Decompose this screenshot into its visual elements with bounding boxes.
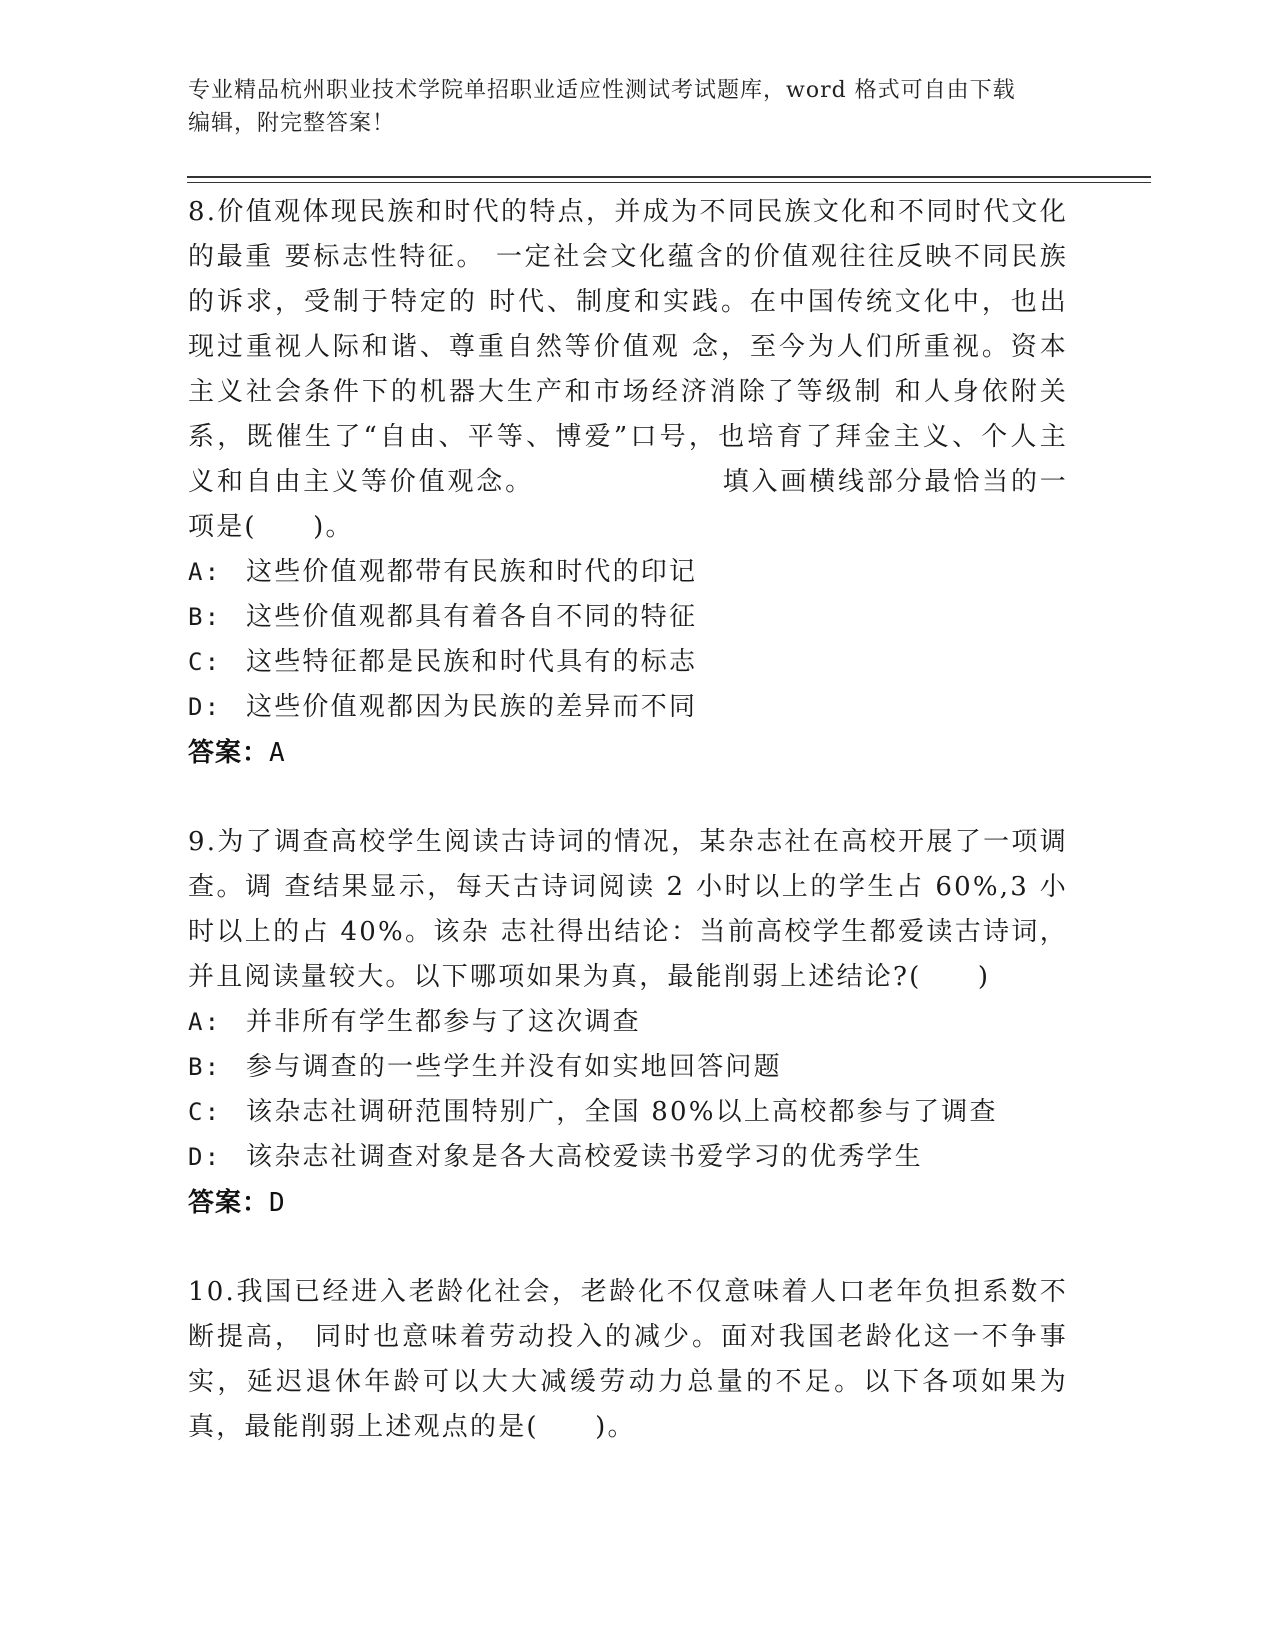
option-list	[188, 1000, 1068, 1180]
option-letter: B:	[188, 1053, 222, 1081]
answer-label: 答案：	[188, 738, 270, 768]
option-text: 参与调查的一些学生并没有如实地回答问题	[246, 1052, 782, 1082]
option-text: 并非所有学生都参与了这次调查	[246, 1007, 641, 1037]
header-line-2: 编辑，附完整答案！	[188, 111, 396, 136]
document-header	[188, 74, 1068, 140]
question-text: 8.价值观体现民族和时代的特点，并成为不同民族文化和不同时代文化的最重 要标志性特征。 一定社会文化蕴含的价值观往往反映不同民族的诉求，受制于特定的 时代、制度和实践。在中国传统文化中，也出现过重视人际和谐、尊重自然等价值观 念，至今为人们所重视。资本主义社会条件下的机器大生产和市场经济消除了等级制 和人身依附关系，既催生了“自由、平等、博爱”口号，也培育了拜金主义、个人主 义和自由主义等价值观念。 填入画横线部分最恰当的一项是( )。	[188, 197, 1068, 542]
question-text: 10.我国已经进入老龄化社会，老龄化不仅意味着人口老年负担系数不断提高， 同时也意味着劳动投入的减少。面对我国老龄化这一不争事实，延迟退休年龄可以大大减缓劳动力总量的不足。以下各项如果为真，最能削弱上述观点的是( )。	[188, 1277, 1068, 1442]
answer-line	[188, 1180, 1068, 1226]
option-letter: C:	[188, 648, 222, 676]
option-a	[188, 1000, 1068, 1045]
header-divider-thick	[187, 176, 1151, 178]
question-text: 9.为了调查高校学生阅读古诗词的情况，某杂志社在高校开展了一项调查。调 查结果显示，每天古诗词阅读 2 小时以上的学生占 60%,3 小时以上的占 40%。该杂 志社得出结论：当前高校学生都爱读古诗词，并且阅读量较大。以下哪项如果为真，最能削弱上述结论?( )	[188, 827, 1068, 992]
option-c	[188, 1090, 1068, 1135]
header-divider-thin	[187, 182, 1151, 183]
option-text: 这些价值观都因为民族的差异而不同	[246, 692, 698, 722]
question-list	[188, 190, 1068, 1450]
option-text: 该杂志社调研范围特别广，全国 80%以上高校都参与了调查	[246, 1097, 998, 1127]
answer-value: A	[269, 738, 286, 768]
option-letter: B:	[188, 603, 222, 631]
answer-value: D	[269, 1188, 286, 1218]
question-10	[188, 1270, 1068, 1450]
option-list	[188, 550, 1068, 730]
option-c	[188, 640, 1068, 685]
question-8	[188, 190, 1068, 776]
option-d	[188, 1135, 1068, 1180]
answer-label: 答案：	[188, 1188, 270, 1218]
option-b	[188, 595, 1068, 640]
option-d	[188, 685, 1068, 730]
option-text: 这些价值观都具有着各自不同的特征	[246, 602, 698, 632]
option-letter: D:	[188, 1143, 222, 1171]
question-spacer	[188, 1226, 1068, 1270]
option-letter: D:	[188, 693, 222, 721]
option-letter: A:	[188, 1008, 222, 1036]
question-spacer	[188, 776, 1068, 820]
option-b	[188, 1045, 1068, 1090]
answer-line	[188, 730, 1068, 776]
option-a	[188, 550, 1068, 595]
option-letter: C:	[188, 1098, 222, 1126]
option-letter: A:	[188, 558, 222, 586]
option-text: 这些价值观都带有民族和时代的印记	[246, 557, 698, 587]
header-line-1: 专业精品杭州职业技术学院单招职业适应性测试考试题库，word 格式可自由下载	[188, 78, 1016, 103]
option-text: 该杂志社调查对象是各大高校爱读书爱学习的优秀学生	[246, 1142, 923, 1172]
question-9	[188, 820, 1068, 1226]
option-text: 这些特征都是民族和时代具有的标志	[246, 647, 698, 677]
